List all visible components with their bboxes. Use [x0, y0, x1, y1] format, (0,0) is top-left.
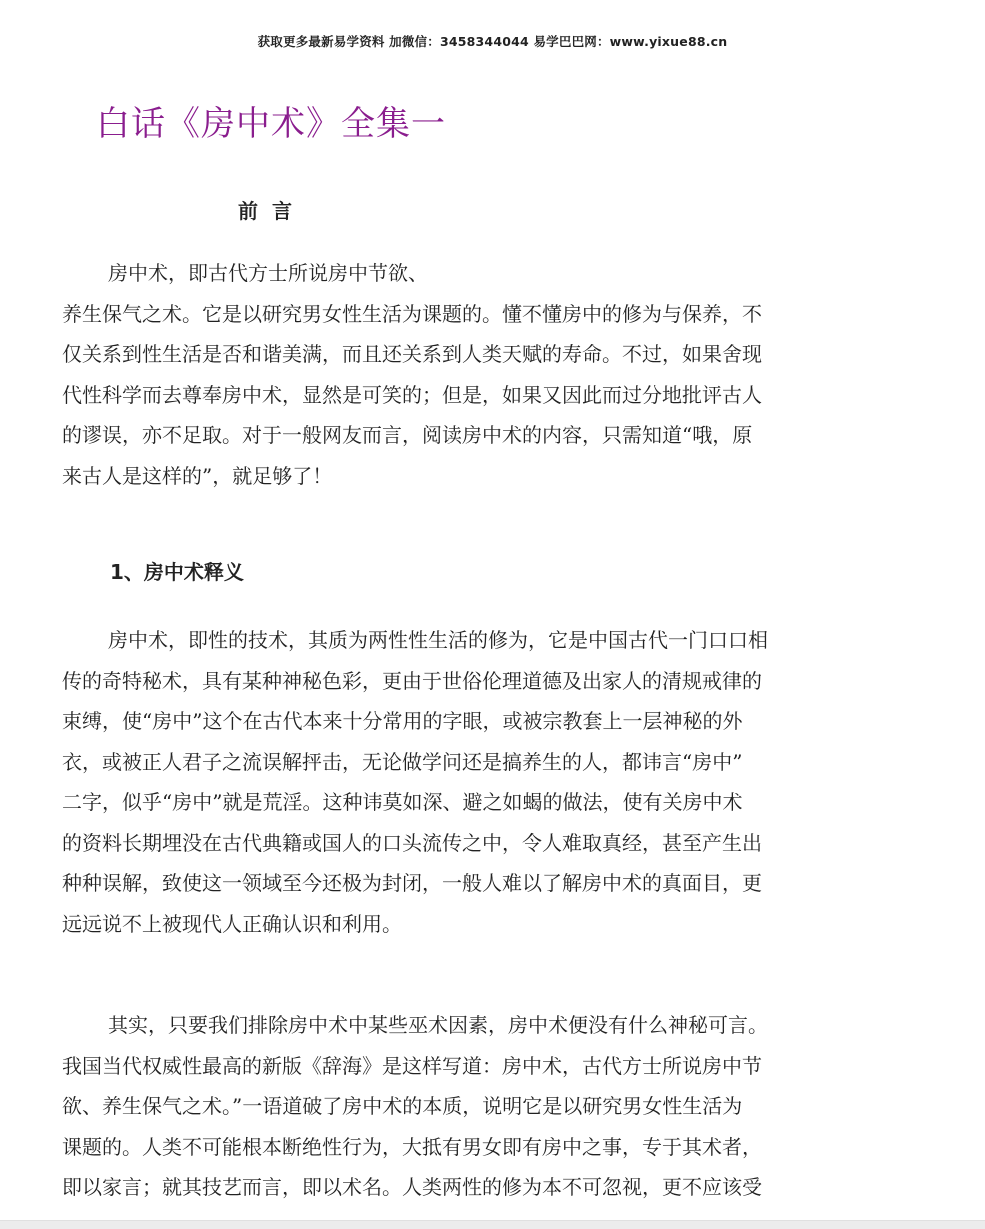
- text-line: 房中术，即古代方士所说房中节欲、: [108, 261, 428, 285]
- text-line: 的资料长期埋没在古代典籍或国人的口头流传之中，令人难取真经，甚至产生出: [62, 830, 762, 855]
- text-line: 我国当代权威性最高的新版《辞海》是这样写道：房中术，古代方士所说房中节: [62, 1053, 762, 1078]
- text-line: 衣，或被正人君子之流误解抨击，无论做学问还是搞养生的人，都讳言“房中”: [62, 749, 743, 774]
- document-title: 白话《房中术》全集一: [96, 104, 446, 144]
- text-line: 束缚，使“房中”这个在古代本来十分常用的字眼，或被宗教套上一层神秘的外: [62, 709, 743, 733]
- preface-heading: 前言: [238, 199, 306, 223]
- text-line: 的谬误，亦不足取。对于一般网友而言，阅读房中术的内容，只需知道“哦，原: [62, 423, 753, 447]
- text-line: 房中术，即性的技术，其质为两性性生活的修为，它是中国古代一门口口相: [108, 628, 768, 652]
- section1-paragraph-1: [62, 620, 902, 944]
- text-line: 课题的。人类不可能根本断绝性行为，大抵有男女即有房中之事，专于其术者，: [62, 1134, 762, 1159]
- text-line: 远远说不上被现代人正确认识和利用。: [62, 911, 402, 936]
- text-line: 养生保气之术。它是以研究男女性生活为课题的。懂不懂房中的修为与保养，不: [62, 301, 762, 326]
- text-line: 代性科学而去尊奉房中术，显然是可笑的；但是，如果又因此而过分地批评古人: [62, 382, 762, 407]
- section1-paragraph-2: [62, 1005, 902, 1208]
- text-line: 其实，只要我们排除房中术中某些巫术因素，房中术便没有什么神秘可言。: [108, 1013, 768, 1037]
- header-note: 获取更多最新易学资料 加微信：3458344044 易学巴巴网：www.yixue88.cn: [257, 34, 728, 49]
- text-line: 欲、养生保气之术。”一语道破了房中术的本质，说明它是以研究男女性生活为: [62, 1094, 743, 1118]
- text-line: 二字，似乎“房中”就是荒淫。这种讳莫如深、避之如蝎的做法，使有关房中术: [62, 790, 743, 814]
- text-line: 传的奇特秘术，具有某种神秘色彩，更由于世俗伦理道德及出家人的清规戒律的: [62, 668, 762, 693]
- section-heading: 1、房中术释义: [110, 560, 244, 584]
- text-line: 来古人是这样的”，就足够了！: [62, 463, 333, 488]
- preface-paragraph: [62, 253, 902, 496]
- text-line: 仅关系到性生活是否和谐美满，而且还关系到人类天赋的寿命。不过，如果舍现: [62, 342, 762, 366]
- text-line: 种种误解，致使这一领域至今还极为封闭，一般人难以了解房中术的真面目，更: [62, 871, 762, 895]
- text-line: 即以家言；就其技艺而言，即以术名。人类两性的修为本不可忽视，更不应该受: [62, 1175, 762, 1199]
